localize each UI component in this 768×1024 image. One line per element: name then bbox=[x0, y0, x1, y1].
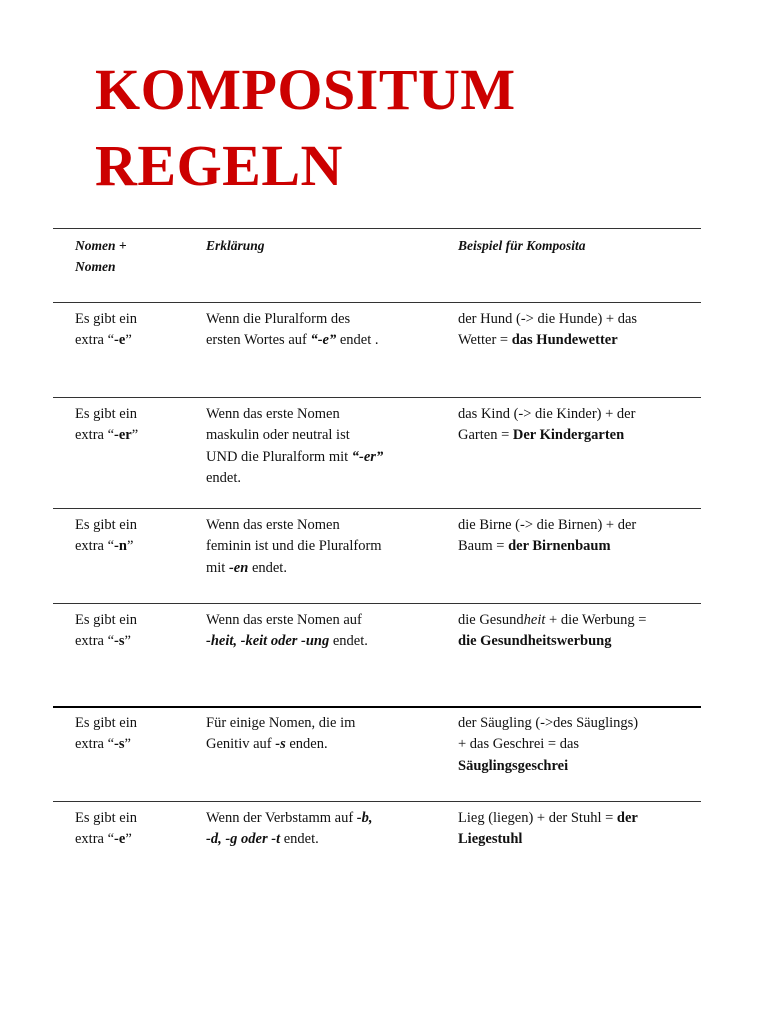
explanation-cell: Wenn das erste Nomen feminin ist und die Pluralform mit -en endet. bbox=[206, 517, 382, 576]
explanation-cell: Für einige Nomen, die im Genitiv auf -s enden. bbox=[206, 715, 356, 753]
rule-cell: Es gibt ein extra “-s” bbox=[75, 715, 138, 753]
row-divider bbox=[53, 706, 701, 708]
rule-cell: Es gibt ein extra “-n” bbox=[75, 517, 138, 555]
example-cell: der Hund (-> die Hunde) + das Wetter = das Hundewetter bbox=[458, 311, 638, 349]
example-cell: die Birne (-> die Birnen) + der Baum = der Birnenbaum bbox=[458, 517, 637, 555]
row-divider bbox=[53, 801, 701, 802]
table-top-rule bbox=[53, 228, 701, 229]
explanation-cell: Wenn das erste Nomen auf -heit, -keit oder -ung endet. bbox=[206, 612, 368, 650]
rule-cell: Es gibt ein extra “-e” bbox=[75, 311, 138, 349]
page-title bbox=[95, 52, 516, 204]
title-line-1: KOMPOSITUM bbox=[95, 57, 516, 122]
header-nomen-nomen: Nomen + Nomen bbox=[75, 238, 127, 275]
example-cell: die Gesundheit + die Werbung = die Gesundheitswerbung bbox=[458, 612, 647, 650]
title-line-2: REGELN bbox=[95, 133, 343, 198]
row-divider bbox=[53, 508, 701, 509]
rule-cell: Es gibt ein extra “-e” bbox=[75, 810, 138, 848]
example-cell: Lieg (liegen) + der Stuhl = der Liegestuhl bbox=[458, 810, 638, 848]
rule-cell: Es gibt ein extra “-er” bbox=[75, 406, 139, 444]
explanation-cell: Wenn die Pluralform des ersten Wortes auf “-e” endet . bbox=[206, 311, 379, 349]
row-divider bbox=[53, 603, 701, 604]
header-erklaerung: Erklärung bbox=[206, 238, 265, 253]
example-cell: das Kind (-> die Kinder) + der Garten = Der Kindergarten bbox=[458, 406, 636, 444]
row-divider bbox=[53, 302, 701, 303]
explanation-cell: Wenn das erste Nomen maskulin oder neutral ist UND die Pluralform mit “-er” endet. bbox=[206, 406, 384, 486]
header-beispiel: Beispiel für Komposita bbox=[458, 238, 586, 253]
row-divider bbox=[53, 397, 701, 398]
explanation-cell: Wenn der Verbstamm auf -b, -d, -g oder -t endet. bbox=[206, 810, 373, 848]
example-cell: der Säugling (->des Säuglings) + das Geschrei = das Säuglingsgeschrei bbox=[458, 715, 639, 774]
rule-cell: Es gibt ein extra “-s” bbox=[75, 612, 138, 650]
